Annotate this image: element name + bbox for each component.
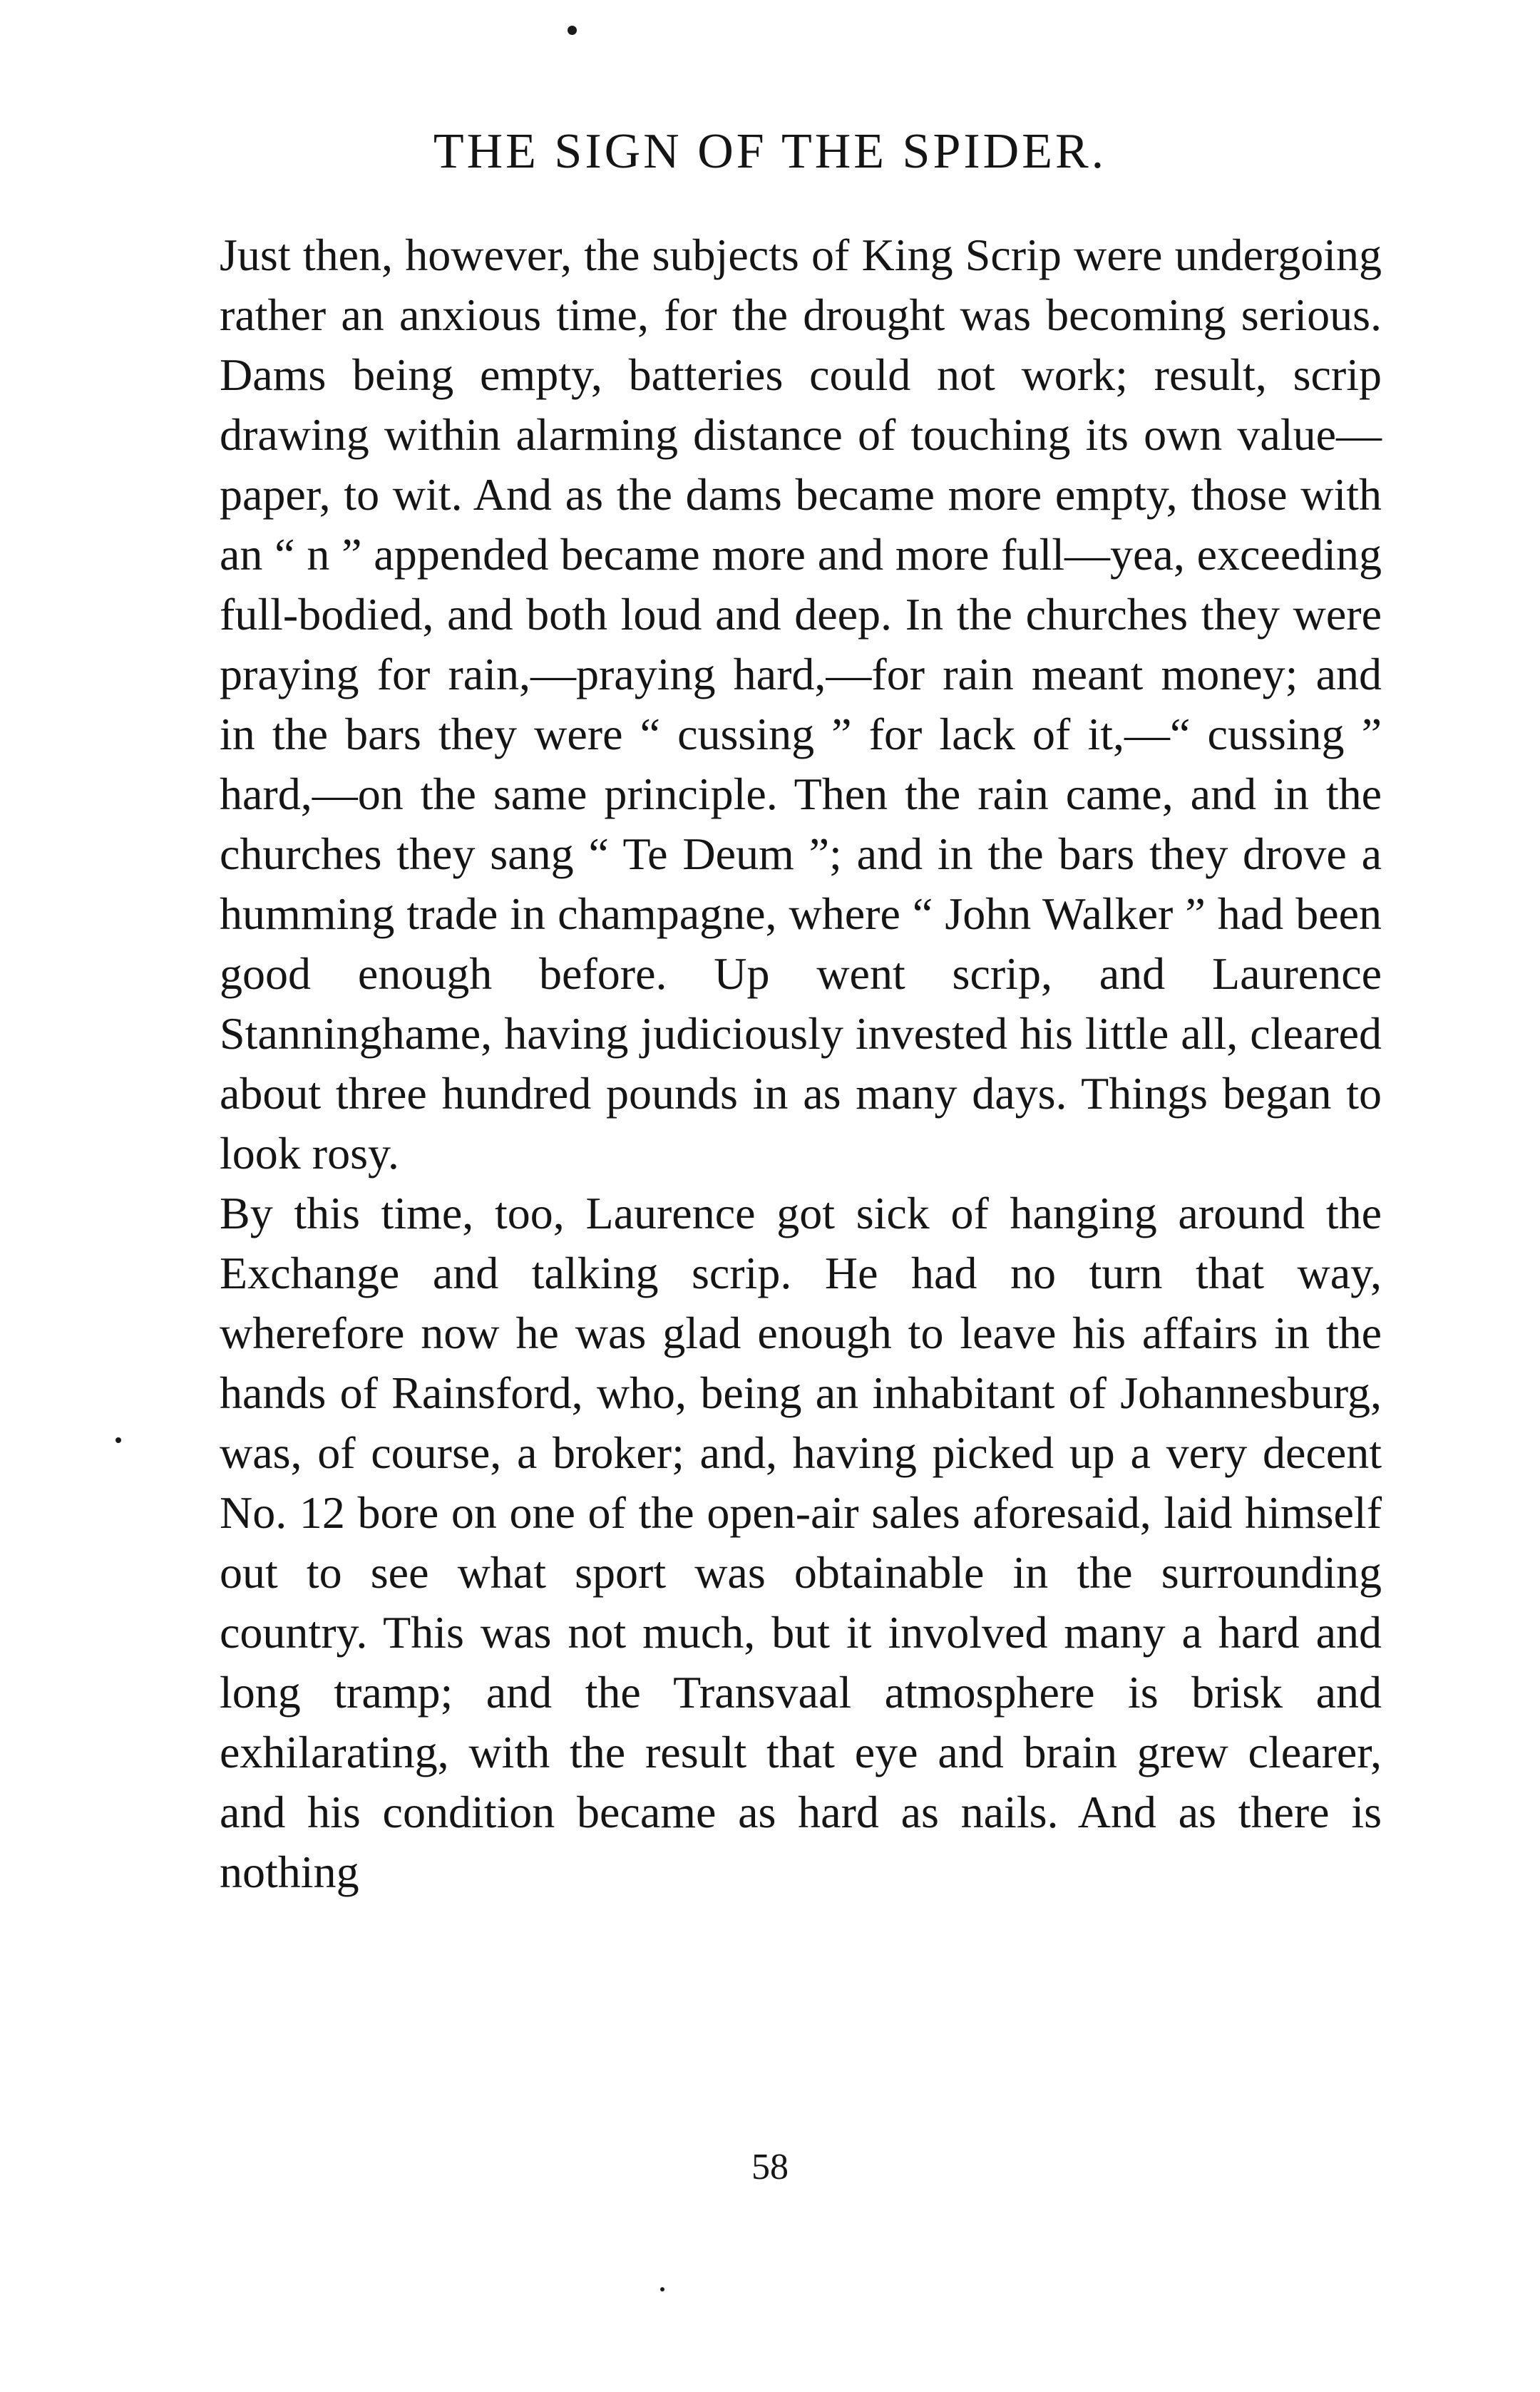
- ink-speck-bottom: [660, 2287, 664, 2291]
- page-number: 58: [751, 2147, 789, 2187]
- ink-speck-top: [568, 26, 577, 35]
- running-head: THE SIGN OF THE SPIDER.: [433, 124, 1107, 179]
- paragraph-2: By this time, too, Laurence got sick of hanging around the Exchange and talking scrip. He had no turn that way, wherefore now he was glad enough to leave his affairs in the hands of Rainsford, who, being an inhabitant of Johannesburg, was, of course, a broker; and, having picked up a very decent No. 12 bore on one of the open-air sales aforesaid, laid himself out to see what sport was obtainable in the surrounding country. This was not much, but it involved many a hard and long tramp; and the Transvaal atmosphere is brisk and exhilarating, with the result that eye and brain grew clearer, and his condition became as hard as nails. And as there is nothing: [220, 1188, 1382, 1897]
- paragraph-1: Just then, however, the subjects of King Scrip were undergoing rather an anxious time, for the drought was becoming serious. Dams being empty, batteries could not work; result, scrip drawing within alarming distance of touching its own value—paper, to wit. And as the dams became more empty, those with an “ n ” appended became more and more full—yea, exceeding full-bodied, and both loud and deep. In the churches they were praying for rain,—praying hard,—for rain meant money; and in the bars they were “ cussing ” for lack of it,—“ cussing ” hard,—on the same principle. Then the rain came, and in the churches they sang “ Te Deum ”; and in the bars they drove a humming trade in champagne, where “ John Walker ” had been good enough before. Up went scrip, and Laurence Stanninghame, having judiciously invested his little all, cleared about three hundred pounds in as many days. Things began to look rosy.: [220, 230, 1382, 1179]
- ink-speck-left-margin: [115, 1437, 121, 1443]
- body-text: [220, 225, 1382, 1902]
